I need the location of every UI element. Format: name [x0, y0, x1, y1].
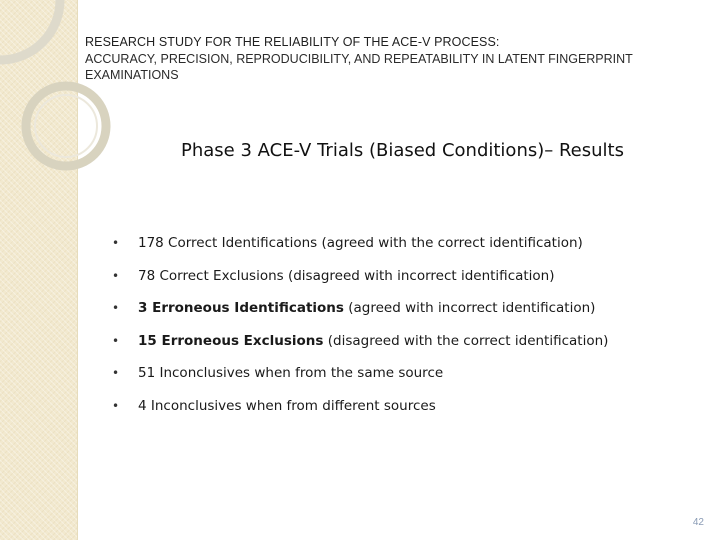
- bullet-icon: •: [112, 333, 120, 348]
- list-item: [112, 300, 608, 333]
- bullet-icon: •: [112, 301, 120, 316]
- bullet-text: 51 Inconclusives when from the same source: [138, 365, 444, 382]
- page-number: 42: [692, 517, 704, 528]
- list-item: [112, 398, 608, 431]
- results-list: [112, 235, 608, 431]
- list-item: [112, 235, 608, 268]
- list-item: [112, 365, 608, 398]
- list-item: [112, 333, 608, 366]
- header-title: RESEARCH STUDY FOR THE RELIABILITY OF THE ACE-V PROCESS:: [85, 35, 500, 49]
- bullet-icon: •: [112, 366, 120, 381]
- decorative-rings: [0, 0, 200, 220]
- bullet-icon: •: [112, 236, 120, 250]
- ring-large: [0, 0, 60, 60]
- slide-heading: Phase 3 ACE-V Trials (Biased Conditions)– Results: [181, 140, 624, 161]
- bullet-text: 178 Correct Identifications (agreed with the correct identification): [138, 235, 583, 251]
- header-subtitle: ACCURACY, PRECISION, REPRODUCIBILITY, AND REPEATABILITY IN LATENT FINGERPRINT EXAMINATIONS: [85, 52, 633, 82]
- list-item: [112, 268, 608, 301]
- bullet-icon: •: [112, 398, 120, 413]
- bullet-text: (disagreed with the correct identification): [323, 332, 609, 349]
- bullet-bold-text: 15 Erroneous Exclusions: [138, 332, 324, 349]
- bullet-bold-text: 3 Erroneous Identifications: [138, 300, 344, 317]
- bullet-text: 78 Correct Exclusions (disagreed with incorrect identification): [138, 267, 555, 284]
- bullet-icon: •: [112, 268, 120, 283]
- bullet-text: (agreed with incorrect identification): [343, 300, 596, 317]
- bullet-text: 4 Inconclusives when from different sources: [138, 397, 436, 414]
